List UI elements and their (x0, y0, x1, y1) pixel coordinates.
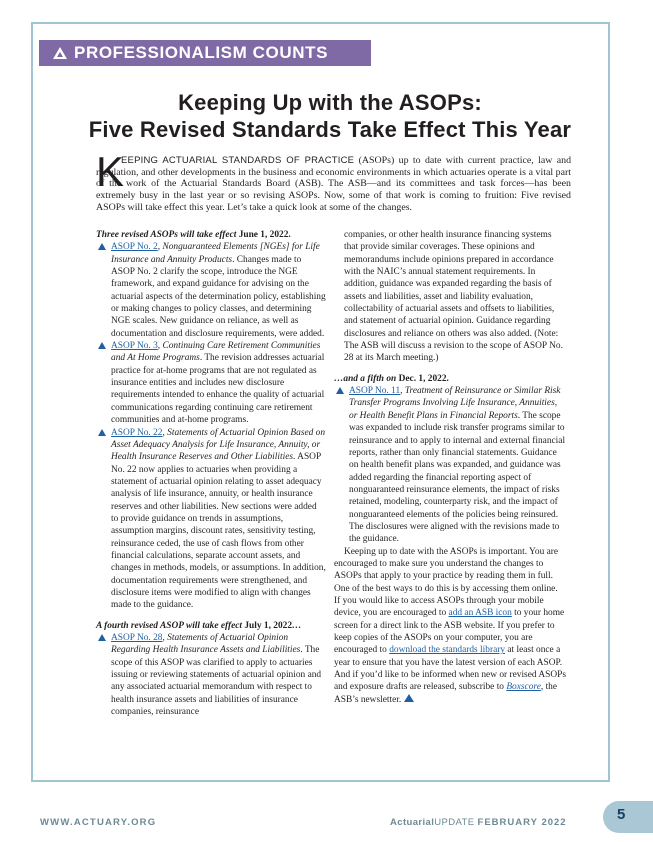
intro-paragraph (96, 155, 571, 214)
list-item: ASOP No. 2, Nonguaranteed Elements [NGEs] for Life Insurance and Annuity Products. Changes made to ASOP No. 2 clarify the scope, introduce the NGE framework, and expand guidance for advising on the actuarial aspects of the determination policy, establishing or making changes to policy classes, and determining NGE scales. New guidance on reliance, as well as documentation and disclosure requirements, were added. (96, 241, 326, 340)
triangle-bullet-icon (98, 243, 106, 250)
footer-website[interactable]: WWW.ACTUARY.ORG (40, 817, 157, 828)
article-title-line-1: Keeping Up with the ASOPs: (178, 90, 482, 115)
add-asb-icon-link[interactable]: add an ASB icon (448, 608, 512, 619)
intro-text: (ASOPs) up to date with current practice, law and regulation, and other developments in the business and economic environments in which actuaries operate is a vital part of the work of the Actuarial Standards Board (ASB). The ASB—and its committees and task forces—has been extremely busy in the last year or so revising ASOPs. Now, some of that work is coming to fruition: Five revised ASOPs will take effect this year. Let’s take a quick look at some of the changes. (96, 155, 572, 213)
end-mark-icon (404, 694, 414, 702)
asop-11-link[interactable]: ASOP No. 11 (349, 386, 401, 397)
triangle-bullet-icon (98, 342, 106, 349)
asop-28-link[interactable]: ASOP No. 28 (111, 633, 163, 643)
footer-brand: Actuarial (390, 817, 435, 828)
page-tab (603, 801, 653, 833)
asop-2-link[interactable]: ASOP No. 2 (111, 242, 158, 253)
effective-heading-june: Three revised ASOPs will take effect June 1, 2022. (96, 230, 291, 240)
effective-heading-december: …and a fifth on Dec. 1, 2022. (334, 373, 449, 384)
list-item: ASOP No. 28, Statements of Actuarial Opinion Regarding Health Insurance Assets and Liabilities. The scope of this ASOP was clarified to apply to actuaries issuing or reviewing statements of actuarial opinion and any associated actuarial memorandum with respect to health insurance assets and liabilities of insurance companies, reinsurance (96, 632, 326, 718)
asop-28-continued: companies, or other health insurance financing systems that provide similar coverages. These opinions and memorandums include opinions prepared in accordance with the NAIC’s annual statement requirements. In addition, guidance was expanded regarding the basis of assets and liabilities, asset and liability evaluation, collectability of actuarial assets and offsets to liabilities, and statement of actuarial opinion. Guidance regarding disclosures and reliance on others was also added. (Note: The ASB will discuss a revision to the scope of ASOP No. 28 at its March meeting.) (344, 230, 563, 364)
page-number: 5 (617, 806, 626, 823)
effective-heading-july: A fourth revised ASOP will take effect July 1, 2022… (96, 620, 302, 631)
section-banner-label: PROFESSIONALISM COUNTS (74, 43, 329, 62)
asop-22-link[interactable]: ASOP No. 22 (111, 427, 163, 438)
section-banner (39, 40, 371, 66)
triangle-bullet-icon (98, 634, 106, 641)
footer-update: UPDATE (434, 817, 475, 828)
asop-3-link[interactable]: ASOP No. 3 (111, 341, 158, 352)
intro-smallcaps: EEPING ACTUARIAL STANDARDS OF PRACTICE (121, 155, 355, 166)
left-column (96, 229, 326, 718)
list-item: ASOP No. 11, Treatment of Reinsurance or Similar Risk Transfer Programs Involving Life Insurance, Annuities, or Health Benefit Plans in Financial Reports. The scope was expanded to include risk transfer programs similar to reinsurance and to apply to internal and external financial reports, rather than only financial statements. Guidance on health benefit plans was expanded, and guidance was added regarding the financial reporting aspect of nonguaranteed reinsurance elements, the impact of risks retained, modeling, counterparty risk, and the impact of nonguaranteed elements of the policies being reinsured. The disclosures were aligned with the revisions made to the guidance. (334, 385, 566, 545)
footer-publication (390, 817, 567, 828)
triangle-logo-icon (53, 47, 67, 59)
triangle-bullet-icon (98, 429, 106, 436)
article-title-line-2: Five Revised Standards Take Effect This Year (88, 117, 572, 142)
list-item: ASOP No. 3, Continuing Care Retirement Communities and At Home Programs. The revision addresses actuarial practice for at-home programs that are not regulated as insurance entities and includes new disclosure requirements intended to enhance the quality of actuarial communications regarding continuing care retirement communities and at-home programs. (96, 340, 326, 426)
drop-cap: K (96, 148, 125, 195)
footer-month: FEBRUARY 2022 (477, 817, 567, 828)
list-item: ASOP No. 22, Statements of Actuarial Opinion Based on Asset Adequacy Analysis for Life Insurance, Annuity, or Health Insurance Reserves and Other Liabilities. ASOP No. 22 now applies to actuaries when providing a statement of actuarial opinion relating to asset adequacy analysis of life insurance, annuity, or health insurance reserves and other liabilities. New sections were added to provide guidance on trends in assumptions, assumption margins, discount rates, sensitivity testing, reinsurance ceded, the use of cash flows from other financial calculations, separate account assets, and changes in methods, models, or assumptions. In addition, documentation requirements were strengthened, and disclosure items were modified to align with changes made to the guidance. (96, 427, 326, 612)
closing-paragraph: Keeping up to date with the ASOPs is important. You are encouraged to make sure you understand the changes to ASOPs that apply to your practice by reading them in full. One of the best ways to do this is by accessing them online. If you would like to access ASOPs through your mobile device, you are encouraged to add an ASB icon to your home screen for a direct link to the ASB website. If you prefer to keep copies of the ASOPs on your computer, you are encouraged to download the standards library at least once a year to ensure that you have the latest version of each ASOP. And if you’d like to be informed when new or revised ASOPs and exposure drafts are released, subscribe to Boxscore, the ASB’s newsletter. (334, 546, 566, 705)
boxscore-link[interactable]: Boxscore (506, 682, 541, 693)
right-column (334, 229, 566, 706)
download-library-link[interactable]: download the standards library (389, 645, 506, 656)
triangle-bullet-icon (336, 387, 344, 394)
